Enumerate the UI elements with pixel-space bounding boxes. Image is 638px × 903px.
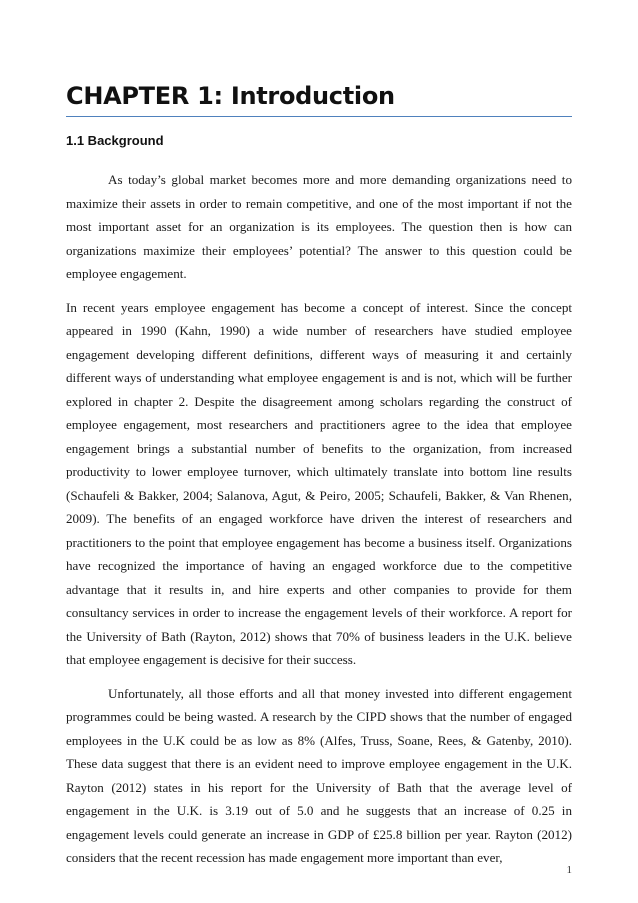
section-heading: 1.1 Background: [66, 133, 164, 148]
paragraph-2: In recent years employee engagement has become a concept of interest. Since the concept appeared in 1990 (Kahn, 1990) a wide number of researchers have studied employee engagement developing different definitions, different ways of measuring it and certainly different ways of understanding what employee engagement is and is not, which will be further explored in chapter 2. Despite the disagreement among scholars regarding the construct of employee engagement, most researchers and practitioners agree to the idea that employee engagement brings a substantial number of benefits to the organization, from increased productivity to lower employee turnover, which ultimately translate into bottom line results (Schaufeli & Bakker, 2004; Salanova, Agut, & Peiro, 2005; Schaufeli, Bakker, & Van Rhenen, 2009). The benefits of an engaged workforce have driven the interest of researchers and practitioners to the point that employee engagement has become a business itself. Organizations have recognized the importance of having an engaged workforce due to the competitive advantage that it results in, and hire experts and other companies to provide for them consultancy services in order to increase the engagement levels of their workforce. A report for the University of Bath (Rayton, 2012) shows that 70% of business leaders in the U.K. believe that employee engagement is decisive for their success.: [66, 299, 572, 667]
paragraph-1: As today’s global market becomes more and more demanding organizations need to maximize their assets in order to remain competitive, and one of the most important if not the most important asset for an organization is its employees. The question then is how can organizations maximize their employees’ potential? The answer to this question could be employee engagement.: [66, 172, 572, 281]
chapter-title: CHAPTER 1: Introduction: [66, 82, 395, 110]
paragraph-3: Unfortunately, all those efforts and all that money invested into different engagement programmes could be being wasted. A research by the CIPD shows that the number of engaged employees in the U.K could be as low as 8% (Alfes, Truss, Soane, Rees, & Gatenby, 2010). These data suggest that there is an evident need to improve employee engagement in the U.K. Rayton (2012) states in his report for the University of Bath that the average level of engagement in the U.K. is 3.19 out of 5.0 and he suggests that an increase of 0.25 in engagement levels could generate an increase in GDP of £25.8 billion per year. Rayton (2012) considers that the recent recession has made engagement more important than ever,: [66, 685, 572, 865]
body-text: [66, 168, 572, 880]
page-number: 1: [566, 864, 572, 876]
title-divider: [66, 116, 572, 117]
